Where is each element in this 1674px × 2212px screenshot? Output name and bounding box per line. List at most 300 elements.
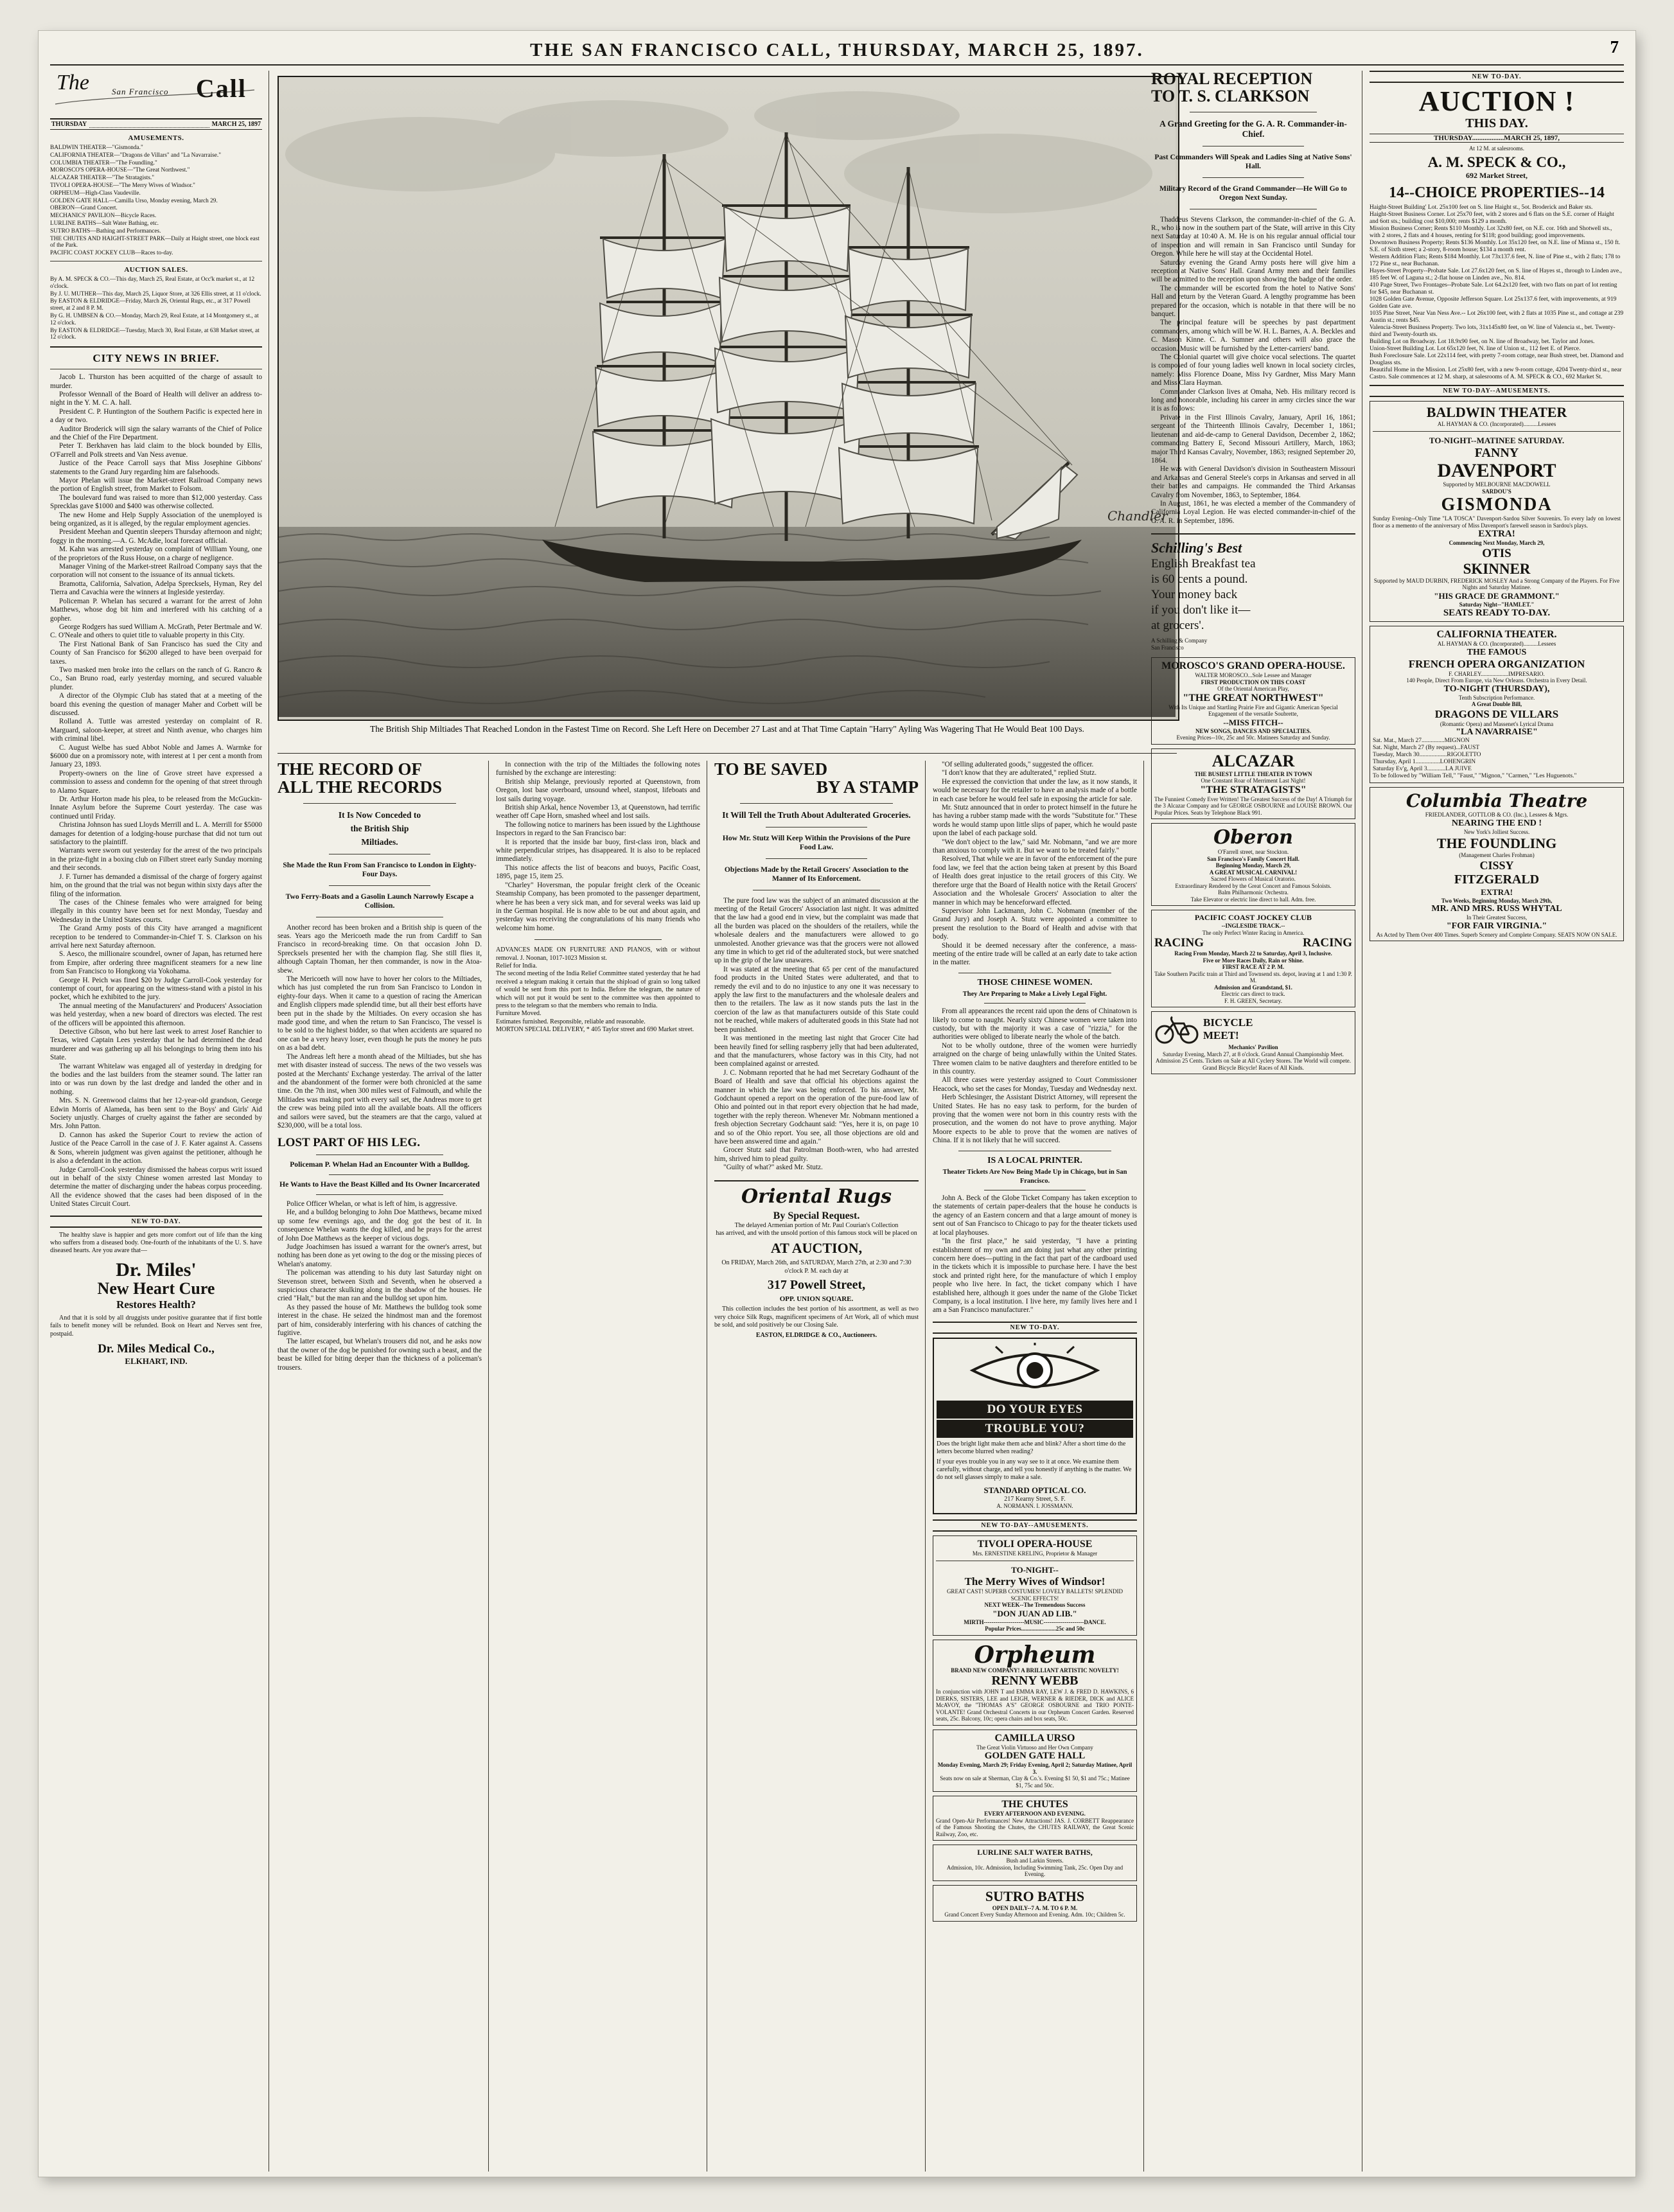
oberon-sub: O'Farrell street, near Stockton. [1217,849,1289,856]
baldwin-otis-support: Supported by MAUD DURBIN, FREDERICK MOSLEY And a Strong Company of the Players. For Five Nights and Saturday Matinee. [1373,577,1620,590]
auction-sales-heading: AUCTION SALES. [124,265,188,274]
oriental-rugs-dates: On FRIDAY, March 26th, and SATURDAY, March 27th, at 2:30 and 7:30 o'clock P. M. each day at [721,1259,912,1275]
lost-leg-paragraph: The policeman was attending to his duty last Saturday night on Stevenson street, between Sixth and Seventh, when he observed a suspicious character skulking along in the shadow of the houses. He cried "Halt," but the man ran and the bulldog set upon him. [278,1269,482,1303]
oriental-rugs-title: Oriental Rugs [741,1185,892,1208]
city-news-heading: CITY NEWS IN BRIEF. [93,352,220,365]
city-news-paragraph: Auditor Broderick will sign the salary warrants of the Chief of Police and the Chief of the Fire Department. [50,425,262,441]
amusements-item: SUTRO BATHS—Bathing and Performances. [50,227,161,234]
clarkson-headline-1: ROYAL RECEPTION [1151,69,1313,88]
oriental-rugs-body: This collection includes the best portion of his assortment, as well as two very choice Silk Rugs, magnificent specimens of Art Work, all of which must be sold, and sold positively be our Closing Sale. [714,1305,919,1329]
columbia-star-2: FITZGERALD [1454,872,1540,887]
bicycle-body: Saturday Evening, March 27, at 8 o'clock. Grand Annual Championship Meet. Admission 25 Cents. Tickets on Sale at All Cyclery Stores. The World will compete. Grand Bicycle Bicycle! Races of All Kinds. [1156,1050,1351,1071]
baldwin-tonight: TO-NIGHT--MATINEE SATURDAY. [1429,436,1565,445]
chinese-women-paragraph: All three cases were yesterday assigned to Court Commissioner Heacock, who set the cases for Monday, Tuesday and Wednesday next. [933,1076,1137,1093]
city-news-paragraph: A director of the Olympic Club has stated that at a meeting of the board this evening the question of manager Maher and Corbett will be discussed. [50,692,262,717]
eye-ad-headline-2: TROUBLE YOU? [937,1420,1133,1438]
amusements-item: GOLDEN GATE HALL—Camilla Urso, Monday evening, March 29. [50,197,218,204]
stamp-paragraph: "We don't object to the law," said Mr. Nobmann, "and we are more than anxious to comply with it. But we want to be treated fairly." [933,838,1137,855]
stamp-paragraph: It was stated at the meeting that 65 per cent of the manufactured food products in the United States were adulterated, and that to remedy the evil and to do no injustice to any one it was necessary to apply the law first to the manufacturers and the wholesale dealers and then to the retailers. The law as it now stands puts the last in the coercion of the law as that manufacturers outside of this State could not be reached, while makers of adulterated goods in this State had not been punished. [714,965,919,1034]
amusements-item: MOROSCO'S OPERA-HOUSE—"The Great Northwest." [50,167,190,174]
schillings-line-5: at grocers'. [1151,619,1204,633]
city-news-paragraph: C. August Welbe has sued Abbot Noble and James A. Warmke for $6000 due on a promissory note, with interest at 1 per cent a month from January 23, 1893. [50,743,262,769]
oberon-body: San Francisco's Family Concert Hall. [1207,855,1300,862]
record-deck-4: She Made the Run From San Francisco to London in Eighty-Four Days. [283,860,477,878]
auction-sales-list [50,276,262,341]
city-news-paragraph: Judge Carroll-Cook yesterday dismissed the habeas corpus writ issued out in behalf of the sixty Chinese women arrested last Monday to determine the matter of discharging under the habeas corpus proceeding. All the evidence showed that the cases had been disposed of in the United States Circuit Court. [50,1165,262,1208]
auction-property-item: Valencia-Street Business Property. Two lots, 31x145x80 feet, on W. line of Valencia st., bet. Twenty-third and Twenty-fourth sts. [1370,324,1616,338]
columbia-nearing: NEARING THE END ! [1451,818,1542,828]
dr-miles-title-1: Dr. Miles' [116,1259,197,1280]
sutro-ad[interactable] [933,1885,1137,1922]
auction-property-item: Union-Street Building Lot. Lot 65x120 feet, N. line of Union st., 112 feet E. of Pierce. [1370,345,1581,352]
california-manager: AL HAYMAN & CO. (Incorporated)..........Lessees [1437,641,1556,647]
morosco-of: Of the Oriental American Play, [1217,686,1289,693]
schillings-line-2: is 60 cents a pound. [1151,572,1248,587]
column-auction-ads [1370,71,1624,2172]
clarkson-paragraph: Commander Clarkson lives at Omaha, Neb. His military record is long and honorable, including his career in army circles since the war it is as follows: [1151,387,1355,413]
oberon-line-6: Take Elevator or electric line direct to hall. Adm. free. [1190,896,1316,903]
california-cast-item: Sat. Mat., March 27...............MIGNON [1373,738,1470,744]
clarkson-headline-2: TO T. S. CLARKSON [1151,86,1310,105]
ship-photograph [278,76,1179,721]
morosco-name: MOROSCO'S GRAND OPERA-HOUSE. [1161,660,1345,672]
dr-miles-title-3: Restores Health? [116,1298,196,1311]
clarkson-deck-1: A Grand Greeting for the G. A. R. Commander-in-Chief. [1159,118,1347,139]
stamp-paragraph: Mr. Stutz announced that in order to protect himself in the future he has having a rubber stamp made with the words "Substitute for." These words he would stamp upon little slips of paper, which he would paste upon the label of each package sold. [933,804,1137,838]
city-news-paragraph: The annual meeting of the Manufacturers' and Producers' Association was held yesterday, when a new board of directors was elected. The rest of the officers will be appointed this afternoon. [50,1002,262,1027]
schillings-line-1: English Breakfast tea [1151,557,1256,571]
amusements-item: COLUMBIA THEATER—"The Foundling." [50,159,157,166]
auction-property-item: Hayes-Street Property--Probate Sale. Lot 27.6x120 feet, on S. line of Hayes st., through to Linden ave., 185 feet W. of Laguna st.; 2-flat house on Linden ave., No. 814. [1370,267,1622,281]
city-news-paragraph: Professor Wennall of the Board of Health will deliver an address to-night in the Y. M. C. A. hall. [50,390,262,407]
auction-date-line: THURSDAY..................MARCH 25, 1897, [1370,134,1624,143]
oberon-line-4: Extraordinary Rendered by the Great Concert and Famous Soloists. [1175,882,1332,889]
columbia-extra: EXTRA! [1481,887,1513,897]
columbia-play-2: "FOR FAIR VIRGINIA." [1446,921,1547,931]
city-news-paragraph: Christina Johnson has sued Lloyds Merrill and L. A. Merrill for $5000 damages for detention of a lodging-house purchase that did not turn out satisfactory to the plaintiff. [50,821,262,847]
record-deck-5: Two Ferry-Boats and a Gasolin Launch Narrowly Escape a Collision. [285,892,474,910]
record-paragraph: In connection with the trip of the Miltiades the following notes furnished by the exchange are interesting: [496,761,700,777]
morosco-prices: Evening Prices--10c, 25c and 50c. Matinees Saturday and Sunday. [1176,734,1330,741]
record-paragraph: "Charley" Hoversman, the popular freight clerk of the Oceanic Steamship Company, has been promoted to the passenger department, where he has been a very sick man, and for several weeks was laid up in the German hospital. He is now able to be out and about again, and yesterday was receiving the congratulations of his many friends who welcome him home. [496,881,700,932]
bicycle-meet-ad[interactable] [1151,1011,1355,1074]
record-deck-1: It Is Now Conceded to [338,810,421,820]
chutes-ad[interactable] [933,1796,1137,1841]
clarkson-paragraph: The Colonial quartet will give choice vocal selections. The quartet is composed of four young ladies well known in local society circles, namely: Miss Florence Doane, Miss Ivy Gardner, Miss Mary Mann and Miss Clara Hayman. [1151,353,1355,387]
schillings-ad[interactable] [1151,533,1355,651]
baldwin-otis-2: SKINNER [1463,560,1531,577]
record-deck-2: the British Ship [350,823,409,833]
baldwin-star-2: DAVENPORT [1437,460,1556,481]
baldwin-play-pre: SARDOU'S [1482,488,1511,495]
baldwin-star-1: FANNY [1474,446,1519,460]
stamp-paragraph: "Guilty of what?" asked Mr. Stutz. [723,1164,823,1172]
morosco-first: FIRST PRODUCTION ON THIS COAST [1201,678,1306,686]
stamp-deck-3: Objections Made by the Retail Grocers' Association to the Manner of Its Enforcement. [724,865,909,883]
bicycle-title-1: BICYCLE [1203,1016,1253,1029]
oberon-line-1: Beginning Monday, March 29, [1215,862,1291,869]
oberon-line-3: Sacred Flowers of Musical Oratorio. [1211,876,1296,883]
jockey-racing-1: RACING [1154,936,1204,950]
baldwin-ad[interactable] [1370,401,1624,623]
amusements-item: PACIFIC COAST JOCKEY CLUB—Races to-day. [50,250,173,257]
stamp-deck-2: How Mr. Stutz Will Keep Within the Provisions of the Pure Food Law. [722,833,911,851]
auction-sales-item: By EASTON & ELDRIDGE—Friday, March 26, Oriental Rugs, etc., at 317 Powell street, at 2 and 8 P. M. [50,298,251,312]
new-today-label-3: NEW TO-DAY. [1370,71,1624,83]
furniture-notice-line: MORTON SPECIAL DELIVERY, * 405 Taylor street and 690 Market street. [496,1026,694,1034]
nameplate-the: The [57,71,89,94]
amusements-item: CALIFORNIA THEATER—"Dragons de Villars" and "La Navarraise." [50,152,222,159]
nameplate-call: Call [195,74,247,103]
record-paragraph: Another record has been broken and a British ship is queen of the seas. Years ago the Mericoeth made the run from Cardiff to San Francisco in record-breaking time. On that occasion John D. Sprecksels presented her with the champion flag. She still flies it, although Captain Thoman, her then commander, is now in the Atoa-sbew. [278,923,482,975]
lurline-sub: Bush and Larkin Streets. [1006,1857,1064,1864]
columbia-star-3: MR. AND MRS. RUSS WHYTAL [1431,904,1562,914]
city-news-paragraph: Bramotta, California, Salvation, Adelpa Sprecksels, Hyman, Rey del Tierra and Cavachia were the winners at Ingleside yesterday. [50,580,262,597]
tivoli-title: The Merry Wives of Windsor! [964,1575,1106,1588]
dr-miles-lead: The healthy slave is happier and gets more comfort out of life than the king who suffers from a diseased body. One-fourth of the inhabitants of the U. S. have diseased hearts. Are you aware that— [50,1231,262,1255]
stamp-paragraph: "Of selling adulterated goods," suggested the officer. [942,761,1094,768]
stamp-paragraph: Supervisor John Lackmann, John C. Nobmann (member of the Grand Jury) and Joseph A. Stutz were appointed a committee to present the resolution to the Board of Health and advise with that body. [933,907,1137,941]
alcazar-title: "THE STRATAGISTS" [1200,784,1307,795]
stamp-paragraph: J. C. Nobmann reported that he had met Secretary Godhaunt of the Board of Health and save that official his objections against the manner in which the law was being enforced. To his answer, Mr. Godchaunt opened a report on the operation of the pure-food law of Ohio and pointed out in that report every objection that he had made, together with the reply thereon. Whenever Mr. Nobmann mentioned a fresh objection Secretary Godchaunt said: "Yes, here it is, on page 10 and so of the Ohio report. You see, all those objections are old and have been answered time and again." [714,1068,919,1146]
record-paragraph: The Mericoeth will now have to hover her colors to the Miltiades, which has just completed the run from San Francisco to London in eighty-four days. When it came to a question of racing the American and English clippers made splendid time, but all their best efforts have been put in the shade by the Miltiades. On every occasion she has made good time, and when the return to San Francisco, The vessel is to be sold to the highest bidder, so that when accidents are squared no one can be a very heavy loser, even though he puts the money he puts on as a bad debt. [278,975,482,1052]
orpheum-body: In conjunction with JOHN T and EMMA RAY, LEW J. & FRED D. HAWKINS, 6 DIERKS, SISTERS, LEE and LEIGH, WERNER & RIEDER, DICK and ALICE McAVOY, the "THOMAS A'S" GEORGE OSBOURNE and TRIO PONTE-VOLANTE! Grand Orchestral Concerts in our Orpheum Concert Garden. Reserved seats, 25c. Balcony, 10c; opera chairs and box seats, 50c. [936,1688,1134,1722]
city-news-paragraph: M. Kahn was arrested yesterday on complaint of William Young, one of the proprietors of the Russ House, on a charge of negligence. [50,545,262,562]
furniture-notice-line: Furniture Moved. [496,1010,542,1018]
california-tonight: TO-NIGHT (THURSDAY), [1443,684,1550,694]
california-title: FRENCH OPERA ORGANIZATION [1408,657,1585,670]
city-news-paragraph: Rolland A. Tuttle was arrested yesterday on complaint of R. Marguard, saloon-keeper, at street and Ninth avenue, who charges him with criminal libel. [50,718,262,743]
city-news-paragraph: Justice of the Peace Carroll says that Miss Josephine Gibbons' statements to the Grand Jury regarding him are falsehoods. [50,459,262,476]
column-record-continued [496,761,700,2172]
lost-leg-deck-2: He Wants to Have the Beast Killed and Its Owner Incarcerated [279,1180,480,1189]
camilla-seats: Seats now on sale at Sherman, Clay & Co.'s. Evening $1 50, $1 and 75c.; Matinee $1, 75c and 50c. [940,1775,1130,1789]
orpheum-sub: BRAND NEW COMPANY! A BRILLIANT ARTISTIC NOVELTY! [951,1667,1119,1674]
oriental-rugs-sub-2: The delayed Armenian portion of Mr. Paul Courian's Collection [734,1221,899,1229]
morosco-manager: WALTER MOROSCO...Sole Lessee and Manager [1195,672,1312,679]
newspaper-nameplate [50,71,262,118]
record-headline-2: ALL THE RECORDS [278,777,443,797]
lost-leg-body [278,1200,482,1372]
city-news-paragraph: The boulevard fund was raised to more than $12,000 yesterday. Cass Sprecklas gave $1000 and $400 was otherwise collected. [50,493,262,511]
nameplate-dateline [50,118,262,130]
jockey-body-6: Electric cars direct to track. [1221,991,1285,998]
alcazar-name: ALCAZAR [1211,751,1295,770]
columbia-cast: (Management Charles Frohman) [1459,852,1535,858]
eye-ad-address: 217 Kearny Street, S. F. [1004,1495,1066,1503]
dr-miles-address: ELKHART, IND. [125,1356,188,1366]
jockey-body-5: Admission and Grandstand, $1. [1214,984,1292,991]
city-news-paragraph: The warrant Whitelaw was engaged all of yesterday in dredging for the bodies and the last builders from the steamer sound. The latter ran into or was run down by the last dredge and landed the other and in nothing. [50,1062,262,1096]
auction-firm: A. M. SPECK & CO., [1427,154,1566,170]
dateline-date: MARCH 25, 1897 [211,121,261,128]
baldwin-extra: Commencing Next Monday, March 29, [1449,540,1545,546]
jockey-name: PACIFIC COAST JOCKEY CLUB [1194,913,1312,923]
clarkson-body [1151,216,1355,526]
columbia-next: Two Weeks, Beginning Monday, March 29th, [1441,897,1553,904]
auction-sales-item: By G. H. UMBSEN & CO.—Monday, March 29, Real Estate, at 14 Montgomery st., at 12 o'clock. [50,312,259,326]
baldwin-hamlet-1: "HIS GRACE DE GRAMMONT." [1434,590,1560,601]
record-paragraph: This notice affects the list of beacons and buoys, Pacific Coast, 1895, page 15, item 25. [496,863,700,881]
stamp-deck-1: It Will Tell the Truth About Adulterated Groceries. [722,810,911,820]
columbia-theater-ad[interactable] [1370,787,1624,941]
furniture-notice-line: The second meeting of the India Relief Committee stated yesterday that he had received a telegram making it certain that the shipload of grain so long talked of would be sent from this port to India. Before the telegram, the nature of which will not put it would be sent to the committee was then appointed to press to the telegram so that the members who remain to India. [496,970,700,1009]
new-today-label-2: NEW TO-DAY. [933,1322,1137,1334]
record-headline-1: THE RECORD OF [278,759,423,779]
auction-property-item: 1035 Pine Street, Near Van Ness Ave.-- Lot 26x100 feet, with 2 flats at 1035 Pine st., and cottage at 239 Austin st.; rents $45. [1370,310,1624,324]
auction-sales-item: By J. U. MUTHER—This day, March 25, Liquor Store, at 326 Ellis street, at 11 o'clock. [50,290,261,297]
camilla-urso-ad[interactable] [933,1730,1137,1792]
sutro-hours: OPEN DAILY--7 A. M. TO 6 P. M. [992,1904,1078,1911]
clarkson-deck-2: Past Commanders Will Speak and Ladies Sing at Native Sons' Hall. [1154,152,1352,170]
record-paragraph: British ship Arkal, hence November 13, at Queenstown, had terrific weather off Cape Horn, smashed wheel and lost sails. [496,804,700,820]
california-cast-item: Saturday Ev'g, April 3............LA JUIVE [1373,766,1472,772]
baldwin-hamlet-2: Saturday Night--"HAMLET." [1459,601,1535,608]
sutro-name: SUTRO BATHS [985,1888,1085,1904]
city-news-body [50,373,262,1208]
california-famous: THE FAMOUS [1467,647,1527,657]
artist-signature: Chandler [1107,508,1168,524]
auction-property-item: Beautiful Home in the Mission. Lot 25x80 feet, with a new 9-room cottage, 4204 Twenty-third st., near Castro. Sale commences at 12 M. sharp, at salesrooms of A. M. SPECK & CO., 692 Market St. [1370,366,1622,380]
morosco-sub: With Its Unique and Startling Prairie Fire and Gigantic American Special Engagement of the versatile Soubrette, [1168,703,1338,718]
california-cast-list [1373,738,1621,780]
city-news-paragraph: Mayor Phelan will issue the Market-street Railroad Company news the portion of English street, from Market to Folsom. [50,477,262,493]
column-1 [50,71,262,2172]
newspaper-sheet [39,31,1635,2177]
stamp-headline-2: BY A STAMP [816,777,919,797]
clarkson-paragraph: The commander will be escorted from the hotel to Native Sons' Hall and return by the Veteran Guard. A lengthy programme has been prepared for the occasion, which is notable in that there will be no banquet. [1151,284,1355,318]
city-news-paragraph: Two masked men broke into the cellars on the ranch of G. Rancro & Co., San Bruno road, early yesterday morning, and secured valuable plunder. [50,666,262,691]
columbia-manager: FRIEDLANDER, GOTTLOB & CO. (Inc.), Lessees & Mgrs. [1425,811,1569,818]
california-cast-item: Thursday, April 1................LOHENGRIN [1373,759,1476,765]
tivoli-name: TIVOLI OPERA-HOUSE [977,1538,1093,1550]
city-news-paragraph: The First National Bank of San Francisco has sued the City and County of San Francisco for $6200 alleged to have been overpaid for taxes. [50,640,262,666]
sutro-body: Grand Concert Every Sunday Afternoon and Evening. Adm. 10c; Children 5c. [944,1911,1125,1918]
california-theater-ad[interactable] [1370,626,1624,783]
alcazar-body: The Funniest Comedy Ever Written! The Greatest Success of the Day! A Triumph for the 3 Alcazar Company and for GEORGE OSBOURNE and LOUISE BROWN. Our Popular Prices. Seats by Telephone Black 991. [1154,795,1352,816]
new-today-amusements-label-1: NEW TO-DAY--AMUSEMENTS. [933,1519,1137,1532]
column-record-story [278,761,482,2172]
bicycle-title-2: MEET! [1203,1029,1239,1042]
city-news-paragraph: Property-owners on the line of Grove street have expressed a commission to assess and condemn for the opening of that street through to Alamo Square. [50,769,262,795]
columbia-title: THE FOUNDLING [1436,835,1557,851]
furniture-notice-line: Estimates furnished. Responsible, reliable and reasonable. [496,1018,646,1025]
oriental-rugs-sub-3: has arrived, and with the unsold portion of this famous stock will be placed on [716,1230,917,1237]
auction-properties-headline: 14--CHOICE PROPERTIES--14 [1389,184,1605,201]
auction-property-item: 410 Page Street, Two Frontages--Probate Sale. Lot 64.2x120 feet, with two flats on part of lot renting for $45, near Buchanan st. [1370,281,1617,296]
local-printer-body [933,1194,1137,1315]
baldwin-manager: AL HAYMAN & CO. (Incorporated)..........Lessees [1437,420,1556,427]
new-today-amusements-label-2: NEW TO-DAY--AMUSEMENTS. [1370,385,1624,397]
schillings-line-4: if you don't like it— [1151,603,1251,617]
local-printer-headline: IS A LOCAL PRINTER. [987,1155,1082,1165]
oberon-line-5: Balm Philharmonic Orchestra. [1218,889,1289,896]
city-news-paragraph: Jacob L. Thurston has been acquitted of the charge of assault to murder. [50,373,262,390]
stamp-paragraph: It was mentioned in the meeting last night that Grocer Cite had been heavily fined for selling raspberry jelly that had been adulterated, and that the manufacturers, whose factory was in this City, had not been complained against or arrested. [714,1034,919,1068]
oriental-rugs-sub-1: By Special Request. [773,1210,860,1221]
morosco-star: --MISS FITCH-- [1223,717,1283,727]
orpheum-star: RENNY WEBB [991,1674,1079,1688]
orpheum-ad[interactable] [933,1640,1137,1726]
tivoli-next: NEXT WEEK--The Tremendous Success [984,1602,1086,1609]
lurline-ad[interactable] [933,1845,1137,1881]
city-news-paragraph: Peter T. Berkhaven has laid claim to the block bounded by Ellis, O'Farrell and Polk streets and Van Ness avenue. [50,442,262,459]
clarkson-paragraph: In August, 1861, he was elected a member of the Commandery of California Loyal Legion. He was elected commander-in-chief of the G. A. R. in September, 1896. [1151,499,1355,525]
chutes-body: Grand Open-Air Performances! New Attractions! JAS. J. CORBETT Reappearance of the Famous Shooting the Chutes, the CHUTES RAILWAY, the Great Scenic Railway, Zoo, etc. [936,1817,1134,1837]
chinese-women-headline: THOSE CHINESE WOMEN. [977,977,1093,987]
oberon-ad[interactable] [1151,823,1355,906]
baldwin-details: Sunday Evening--Only Time "LA TOSCA" Davenport-Sardou Silver Souvenirs. To every lady on lowest floor as a memento of the anniversary of Miss Davenport's farewell season in Sardou's plays. [1373,515,1621,529]
city-news-paragraph: Manager Vining of the Market-street Railroad Company says that the corporation will not consent to the issuance of its annual tickets. [50,563,262,580]
clarkson-paragraph: He was with General Davidson's division in Southeastern Missouri and Arkansas and General Steele's corps in Arkansas and served in all their battles and campaigns. He commanded the Third Arkansas Cavalry from November, 1863, to September, 1864. [1151,465,1355,499]
baldwin-otis-1: OTIS [1482,546,1511,560]
city-news-paragraph: George H. Peich was fined $20 by Judge Carroll-Cook yesterday for contempt of court, for appearing on the witness-stand with a pistol in his pocket, which he exhibited to the jury. [50,976,262,1002]
baldwin-name: BALDWIN THEATER [1426,403,1567,420]
local-printer-paragraph: John A. Beck of the Globe Ticket Company has taken exception to the statements of certain paper-dealers that the house he conducts is the agency of an Eastern concern and that a large amount of money is sent out of San Francisco to Chicago to pay for the theater tickets used at local playhouses. [933,1194,1137,1237]
record-paragraph: British ship Melange, previously reported at Queenstown, from Oregon, lost base overboard, unsound wheel, stanpost, lifeboats and lost sails during voyage. [496,777,700,803]
morosco-title: "THE GREAT NORTHWEST" [1183,692,1324,703]
auction-property-item: Bush Foreclosure Sale. Lot 22x114 feet, with pretty 7-room cottage, near Bush street, bet. Diamond and Douglass sts. [1370,352,1624,366]
clarkson-paragraph: Private in the First Illinois Cavalry, January, April 16, 1861; sergeant of the Thirteenth Illinois Cavalry, December 1, 1861; lieutenant and aid-de-camp to General Davidson, December 2, 1862; commanding Battery E, Second Missouri Artillery, March, 1863; major Third Kansas Cavalry, November, 1863; resigned September 20, 1864. [1151,413,1355,465]
bicycle-icon [1154,1014,1199,1044]
lost-leg-headline: LOST PART OF HIS LEG. [278,1136,420,1150]
amusements-item: LURLINE BATHS—Salt Water Bathing, etc. [50,220,159,227]
stamp-paragraph: The pure food law was the subject of an animated discussion at the meeting of the Retail Grocers' Association last night. It was admitted that the law had a good end in view, but the complaint was made that all the burden was placed on the shoulders of the retailers, while the wholesale dealers and the manufacturers were allowed to go unmolested. Another grievance was that the grocers were not allowed any time in which to get rid of the adulterated stock, but were snatched up in the grip of the law unawares. [714,896,919,965]
jockey-body-4: Take Southern Pacific train at Third and Townsend sts. depot, leaving at 1 and 1:30 P. M. [1154,970,1352,984]
california-cast-item: Tuesday, March 30..................RIGOLETTO [1373,752,1481,758]
clarkson-paragraph: Thaddeus Stevens Clarkson, the commander-in-chief of the G. A. R., who is now in the southern part of the State, will arrive in this City next Saturday at 10:40 A. M. He is on his regular annual official tour of inspection and will remain in San Francisco until Sunday for Oregon. While here he will stay at the Occidental Hotel. [1151,215,1355,258]
column-clarkson [1151,71,1355,2172]
bicycle-venue: Mechanics' Pavilion [1228,1044,1278,1051]
tivoli-ad[interactable] [933,1535,1137,1636]
schillings-line-3: Your money back [1151,588,1238,602]
lurline-body: Admission, 10c. Admission, Including Swimming Tank, 25c. Open Day and Evening. [946,1864,1123,1878]
stamp-headline-1: TO BE SAVED [714,759,828,779]
auction-sales-item: By EASTON & ELDRIDGE—Tuesday, March 30, Real Estate, at 638 Market street, at 12 o'clock. [50,327,260,341]
auction-time: At 12 M. at salesrooms. [1469,145,1524,152]
california-cast-item: Sat. Night, March 27 (By request)...FAUST [1373,745,1480,751]
dr-miles-company: Dr. Miles Medical Co., [98,1341,215,1356]
city-news-paragraph: J. F. Turner has demanded a dismissal of the charge of forgery against him, on the ground that the trial was not begun within sixty days after the filing of the information. [50,872,262,898]
stamp-story-body-continued [933,761,1137,968]
columbia-note: New York's Jolliest Success. [1463,828,1530,835]
record-paragraph: The following notice to mariners has been issued by the Lighthouse Inspectors in regard to the San Francisco bar: [496,820,700,838]
alcazar-ad[interactable] [1151,748,1355,820]
morosco-ad[interactable] [1151,657,1355,745]
chinese-women-paragraph: Not to be wholly outdone, three of the women were hurriedly arraigned on the charge of being unlawfully within the United States. Three women claim to be native daughters and therefore entitled to be in this country. [933,1041,1137,1075]
tivoli-tonight: TO-NIGHT-- [1011,1565,1059,1575]
auction-sales-item: By A. M. SPECK & CO.—This day, March 25, Real Estate, at Occ'k market st., at 12 o'clock. [50,276,255,290]
california-opera-3: (Romantic Opera) and Massenet's Lyrical Drama [1440,720,1554,727]
lost-leg-paragraph: As they passed the house of Mr. Matthews the bulldog took some interest in the chase. He seized the hindmost man and the foremost part of him, considerably interfering with his chances of catching the fugitive. [278,1303,482,1337]
auction-property-item: Haight-Street Business Corner. Lot 25x70 feet, with 2 stores and 6 flats on the S.E. corner of Haight and 6ott sts.; building cost $10,000; rents $129 a month. [1370,211,1614,225]
city-news-paragraph: The Grand Army posts of this City have arranged a magnificent reception to be tendered to Commander-in-Chief T. S. Clarkson on his arrival here next Saturday afternoon. [50,925,262,950]
lost-leg-paragraph: Police Officer Whelan, or what is left of him, is aggressive. [286,1199,457,1208]
stamp-paragraph: He expressed the conviction that under the law, as it now stands, it would be necessary for the retailer to have an analysis made of a bottle in each case before he would feel safe in exposing the article for sale. [933,777,1137,803]
oriental-rugs-auctioneers: EASTON, ELDRIDGE & CO., Auctioneers. [755,1332,877,1340]
camilla-dates: Monday Evening, March 29; Friday Evening, April 2; Saturday Matinee, April 3. [937,1762,1132,1775]
columbia-seats: As Acted by Them Over 400 Times. Superb Scenery and Complete Company. SEATS NOW ON SALE. [1376,931,1617,938]
columbia-star-1: CISSY [1479,858,1514,872]
auction-this-day: THIS DAY. [1465,116,1528,130]
lurline-name: LURLINE SALT WATER BATHS, [977,1848,1093,1857]
baldwin-seats: SEATS READY TO-DAY. [1443,608,1551,618]
record-story-body [278,924,482,1131]
city-news-paragraph: Dr. Arthur Horton made his plea, to be released from the McGuckin-Innate Asylum before the Supreme Court yesterday. The case was continued until Friday. [50,795,262,820]
city-news-paragraph: Policeman P. Whelan has secured a warrant for the arrest of John Matthews, whose dog bit him and interfered with his catching of a gopher. [50,597,262,623]
lost-leg-paragraph: Judge Joachimsen has issued a warrant for the owner's arrest, but nothing has been done as yet owing to the dog or the missing pieces of Whelan's anatomy. [278,1243,482,1268]
tivoli-next-title: "DON JUAN AD LIB." [992,1608,1077,1618]
oberon-name: Oberon [1213,826,1293,849]
baldwin-play: GISMONDA [1441,495,1553,515]
auction-property-item: Western Addition Flats; Rents $184 Monthly. Lot 73x137.6 feet, N. line of Pine st., with 2 flats; 178 to 172 Pine st., near Buchanan. [1370,253,1621,267]
page-number: 7 [1610,37,1619,57]
record-story-body-continued [496,761,700,933]
auction-address: 692 Market Street, [1465,170,1528,180]
tivoli-prices: Popular Prices........................25c and 50c [985,1625,1085,1632]
city-news-paragraph: Warrants were sworn out yesterday for the arrest of the two principals in the prize-fight in a boxing club on Filbert street early Sunday morning and their seconds. [50,847,262,872]
california-opera-2: DRAGONS DE VILLARS [1434,707,1559,720]
dr-miles-title-2: New Heart Cure [97,1279,215,1298]
jockey-tag: The only Perfect Winter Racing in America. [1202,929,1305,936]
furniture-notice-line: Relief for India. [496,962,538,969]
record-paragraph: The Andreas left here a month ahead of the Miltiades, but she has met with disaster instead of success. The news of the two vessels was posted at the Merchants' Exchange yesterday. The arrival of the latter and the abandonment of the former were both chronicled at the same time. On the 7th inst, when 300 miles west of Falmouth, and while the Miltiades was making port with every sail set, the Andreas more to get the crew was being piled into all the available boats. All the officers and sailors were saved, but the steamers are that the cargo, valued at $230,000, will be a total loss. [278,1052,482,1129]
chinese-women-deck: They Are Preparing to Make a Lively Legal Fight. [962,991,1107,998]
amusements-item: ALCAZAR THEATER—"The Stratagists." [50,175,155,182]
lost-leg-deck-1: Policeman P. Whelan Had an Encounter With a Bulldog. [290,1160,470,1169]
page-header-title: THE SAN FRANCISCO CALL, THURSDAY, MARCH 25, 1897. [530,40,1144,60]
tivoli-mirth: MIRTH---------------------MUSIC---------------------DANCE. [964,1618,1106,1625]
eye-ad-names: A. NORMANN. I. JOSSMANN. [996,1502,1073,1509]
columbia-name: Columbia Theatre [1405,790,1588,811]
auction-property-item: 1028 Golden Gate Avenue, Opposite Jefferson Square. Lot 25x137.6 feet, with improvements, at 919 Golden Gate ave. [1370,296,1617,310]
california-perf: Tenth Subscription Performance. [1458,694,1535,701]
california-name: CALIFORNIA THEATER. [1436,629,1557,640]
city-news-paragraph: Detective Gibson, who but here last week to arrest Josef Ranchier to Texas, wired Captain Lees yesterday that he had determined the dead murderer and was gathering up all his belongings to bring them into his State. [50,1028,262,1062]
record-paragraph: It is reported that the inside bar buoy, first-class iron, black and white perpendicular stripes, has disappeared. It is also to be replaced immediately. [496,838,700,863]
jockey-club-ad[interactable] [1151,910,1355,1007]
column-stamp-story [714,761,919,2172]
amusements-item: ORPHEUM—High-Class Vaudeville. [50,190,141,197]
chutes-name: THE CHUTES [1001,1799,1068,1810]
amusements-heading: AMUSEMENTS. [128,134,184,142]
auction-property-item: Mission Business Corner; Rents $110 Monthly. Lot 32x80 feet, on N.E. cor. 16th and Shotwell sts., with 2 stores, 2 flats and 4 houses, renting for $118; good building; good improvements. [1370,225,1612,239]
eye-icon [967,1343,1102,1398]
amusements-item: BALDWIN THEATER—"Gismonda." [50,145,143,151]
stamp-paragraph: "I don't know that they are adulterated," replied Stutz. [942,769,1097,777]
schillings-footer-1: A Schilling & Company [1151,637,1208,644]
camilla-sub: The Great Violin Virtuoso and Her Own Company [976,1744,1093,1751]
stamp-paragraph: Grocer Stutz said that Patrolman Booth-wren, who had arrested him, shrived him to plead guilty. [714,1146,919,1163]
california-cast-item: To be followed by "William Tell," "Faust," "Mignon," "Carmen," "Les Huguenots." [1373,773,1577,779]
jockey-body: Racing From Monday, March 22 to Saturday, April 3, Inclusive. [1174,950,1332,957]
alcazar-note: One Constant Roar of Merriment Last Night! [1201,777,1306,784]
alcazar-sub: THE BUSIEST LITTLE THEATER IN TOWN [1194,770,1312,777]
standard-optical-ad[interactable] [933,1338,1137,1514]
clarkson-paragraph: Saturday evening the Grand Army posts here will give him a reception at Native Sons' Hall. Grand Army men and their families will be admitted to the reception upon showing the badge of the order. [1151,258,1355,284]
chinese-women-paragraph: Herb Schlesinger, the Assistant District Attorney, will represent the United States. He has no easy task to perform, for the burden of proving that the women were not born in this country rests with the prosecution, and the women do not have to prove anything. Major Moore expects to be able to prove that the women are natives of China. If it is not likely that he will succeed. [933,1093,1137,1145]
city-news-paragraph: The new Home and Help Supply Association of the unemployed is being organized, as it is alleged, by the regular employment agencies. [50,511,262,528]
chinese-women-body [933,1007,1137,1146]
chinese-women-paragraph: From all appearances the recent raid upon the dens of Chinatown is likely to come to naught. Nearly sixty Chinese women were taken into custody, but with the majority it was a case of "rizzia," for the authorities were obliged to liberate nearly the whole of the batch. [933,1007,1137,1041]
local-printer-deck: Theater Tickets Are Now Being Made Up in Chicago, but in San Francisco. [942,1169,1127,1185]
oriental-rugs-near: OPP. UNION SQUARE. [779,1295,854,1304]
stamp-paragraph: Resolved, That while we are in favor of the enforcement of the pure food law, we feel that the action being taken at present by this Board of Health does great injustice to the retail grocers of this City. We therefore urge that the Board of Health notice with the Retail Grocers' Association and the Wholesale Grocers' Association to alter the manner in which may be henceforward effected. [933,855,1137,907]
eye-ad-company: STANDARD OPTICAL CO. [983,1485,1086,1495]
city-news-paragraph: S. Aesco, the millionaire scoundrel, owner of Japan, has returned here from Empire, after ordering three magnificent steamers for a new line from San Francisco to Hongkong via Yokohama. [50,950,262,976]
photo-caption: The British Ship Miltiades That Reached London in the Fastest Time on Record. She Left Here on December 27 Last and at That Time Captain "Harry" Ayling Was Wagering That He Would Beat 100 Days. [370,724,1084,734]
nameplate-san-francisco: San Francisco [112,87,169,96]
